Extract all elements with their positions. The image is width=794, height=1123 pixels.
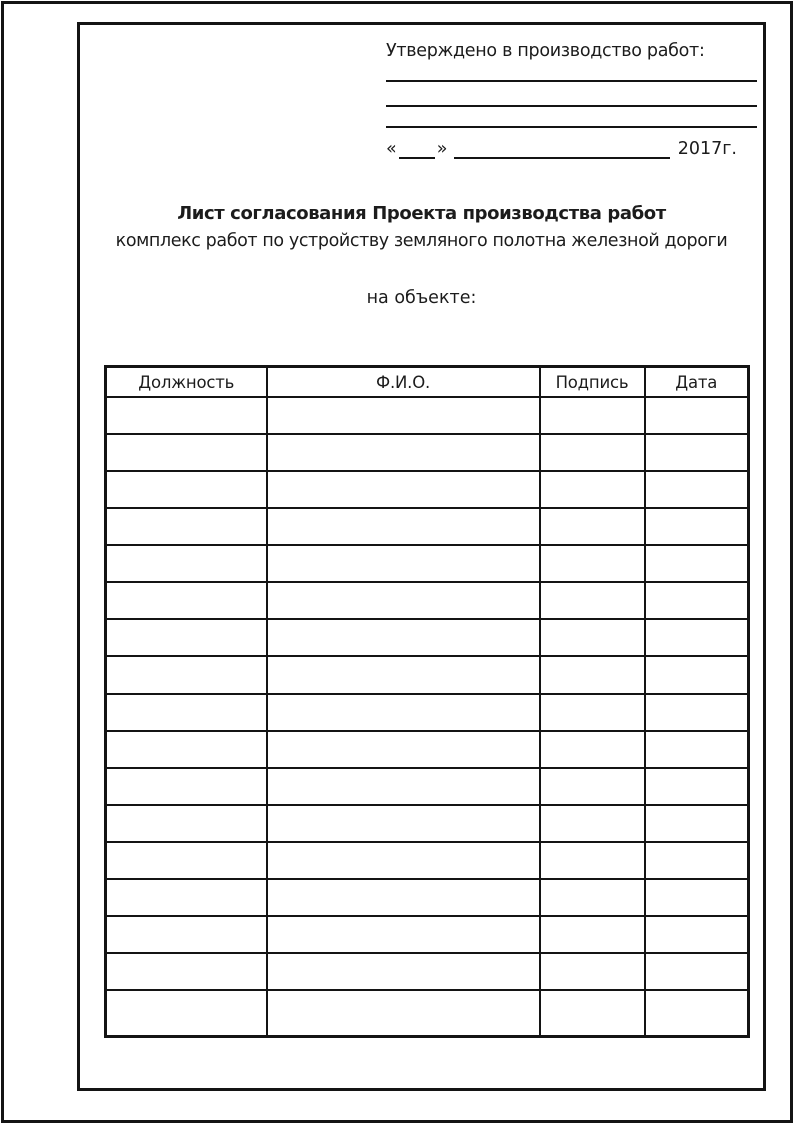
empty-cell — [106, 397, 267, 434]
empty-cell — [106, 434, 267, 471]
empty-cell — [267, 397, 540, 434]
approval-heading: Утверждено в производство работ: — [386, 41, 705, 61]
column-header-position: Должность — [106, 367, 267, 398]
table-header-row — [106, 367, 749, 398]
day-blank-line — [399, 139, 435, 159]
table-row — [106, 990, 749, 1037]
table-row — [106, 953, 749, 990]
empty-cell — [540, 842, 645, 879]
empty-cell — [267, 656, 540, 693]
empty-cell — [540, 953, 645, 990]
empty-cell — [540, 434, 645, 471]
open-quote: « — [386, 139, 397, 159]
table-row — [106, 694, 749, 731]
heading-block — [79, 203, 764, 308]
empty-cell — [106, 656, 267, 693]
empty-cell — [267, 768, 540, 805]
table-row — [106, 582, 749, 619]
table-row — [106, 916, 749, 953]
empty-cell — [106, 582, 267, 619]
table-row — [106, 656, 749, 693]
empty-cell — [540, 397, 645, 434]
empty-cell — [267, 953, 540, 990]
empty-cell — [267, 805, 540, 842]
empty-cell — [267, 916, 540, 953]
empty-cell — [267, 990, 540, 1037]
empty-cell — [645, 656, 749, 693]
empty-cell — [106, 731, 267, 768]
month-blank-line — [454, 139, 669, 159]
empty-cell — [106, 768, 267, 805]
close-quote: » — [436, 139, 448, 159]
table-row — [106, 397, 749, 434]
empty-cell — [645, 434, 749, 471]
signature-line — [386, 80, 757, 82]
column-header-signature: Подпись — [540, 367, 645, 398]
table-row — [106, 545, 749, 582]
empty-cell — [267, 731, 540, 768]
empty-cell — [106, 805, 267, 842]
empty-cell — [645, 397, 749, 434]
empty-cell — [267, 842, 540, 879]
signature-line — [386, 126, 757, 128]
document-title: Лист согласования Проекта производства работ — [177, 203, 666, 224]
empty-cell — [540, 619, 645, 656]
empty-cell — [540, 545, 645, 582]
empty-cell — [645, 879, 749, 916]
empty-cell — [267, 619, 540, 656]
object-label: на объекте: — [366, 288, 477, 308]
empty-cell — [106, 879, 267, 916]
table-row — [106, 471, 749, 508]
empty-cell — [106, 990, 267, 1037]
empty-cell — [540, 731, 645, 768]
empty-cell — [106, 471, 267, 508]
empty-cell — [106, 508, 267, 545]
empty-cell — [267, 879, 540, 916]
column-header-date: Дата — [645, 367, 749, 398]
empty-cell — [106, 545, 267, 582]
empty-cell — [645, 805, 749, 842]
empty-cell — [267, 582, 540, 619]
empty-cell — [645, 582, 749, 619]
empty-cell — [645, 842, 749, 879]
empty-cell — [540, 879, 645, 916]
signoff-table — [104, 365, 750, 1038]
table-row — [106, 879, 749, 916]
table-row — [106, 508, 749, 545]
empty-cell — [540, 916, 645, 953]
empty-cell — [267, 545, 540, 582]
empty-cell — [645, 990, 749, 1037]
empty-cell — [540, 805, 645, 842]
empty-cell — [645, 953, 749, 990]
empty-cell — [645, 916, 749, 953]
empty-cell — [540, 582, 645, 619]
date-row — [386, 137, 757, 159]
signoff-table-body — [106, 397, 749, 1037]
empty-cell — [540, 990, 645, 1037]
empty-cell — [645, 545, 749, 582]
empty-cell — [106, 916, 267, 953]
empty-cell — [645, 768, 749, 805]
empty-cell — [106, 953, 267, 990]
empty-cell — [645, 694, 749, 731]
empty-cell — [267, 694, 540, 731]
empty-cell — [267, 508, 540, 545]
empty-cell — [540, 508, 645, 545]
table-row — [106, 768, 749, 805]
column-header-name: Ф.И.О. — [267, 367, 540, 398]
approval-block — [386, 41, 757, 161]
empty-cell — [645, 471, 749, 508]
empty-cell — [267, 434, 540, 471]
empty-cell — [106, 842, 267, 879]
signature-line — [386, 105, 757, 107]
empty-cell — [540, 471, 645, 508]
table-row — [106, 619, 749, 656]
document-subtitle: комплекс работ по устройству земляного полотна железной дороги — [115, 231, 728, 251]
table-row — [106, 434, 749, 471]
empty-cell — [267, 471, 540, 508]
empty-cell — [106, 694, 267, 731]
empty-cell — [645, 731, 749, 768]
empty-cell — [540, 768, 645, 805]
year-label: 2017г. — [677, 139, 737, 159]
table-row — [106, 842, 749, 879]
empty-cell — [645, 619, 749, 656]
empty-cell — [106, 619, 267, 656]
empty-cell — [645, 508, 749, 545]
empty-cell — [540, 656, 645, 693]
table-row — [106, 731, 749, 768]
table-row — [106, 805, 749, 842]
empty-cell — [540, 694, 645, 731]
